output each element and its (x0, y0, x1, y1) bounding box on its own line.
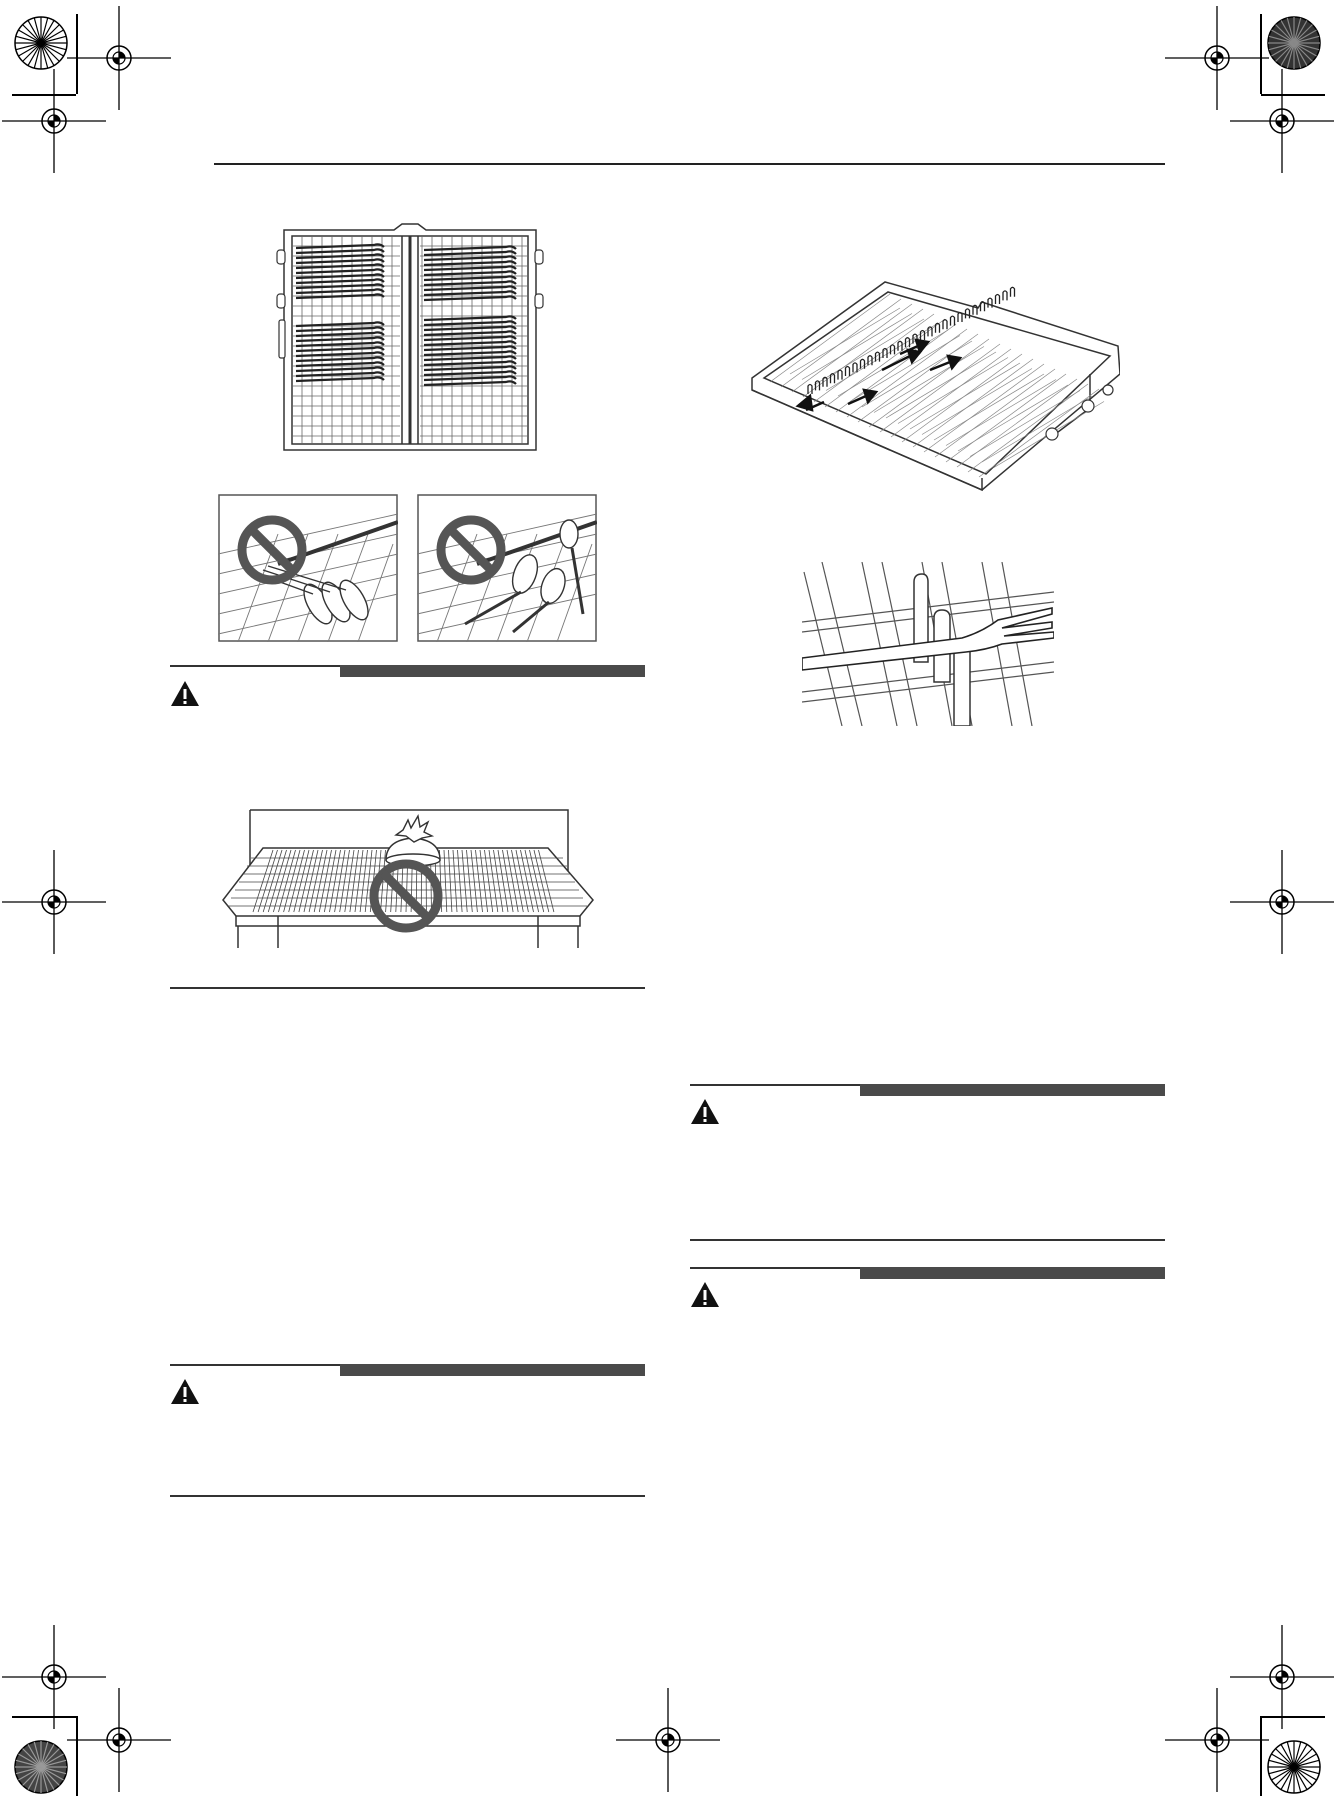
color-wheel-target-icon (12, 14, 70, 72)
warning-footer-rule (170, 987, 645, 989)
warning-triangle-icon (170, 1378, 200, 1406)
nested-cutlery-prohibited-figure (218, 494, 398, 642)
header-rule (214, 163, 1165, 165)
warning-triangle-icon (690, 1098, 720, 1126)
registration-target-icon (1228, 1623, 1336, 1731)
registration-target-icon (0, 848, 108, 956)
registration-target-icon (65, 1686, 173, 1794)
color-wheel-target-icon (1265, 14, 1323, 72)
third-rack-figure (750, 278, 1120, 498)
warning-header-bar (690, 1267, 1165, 1281)
registration-target-icon (614, 1686, 722, 1794)
registration-target-icon (0, 67, 108, 175)
warning-header-bar (170, 665, 645, 679)
rack-bowl-prohibited-figure (218, 808, 598, 948)
registration-target-icon (1228, 848, 1336, 956)
warning-header-bar (170, 1364, 645, 1378)
cutlery-basket-figure (274, 222, 546, 458)
warning-footer-rule (170, 1495, 645, 1497)
warning-header-bar (690, 1084, 1165, 1098)
color-wheel-target-icon (1265, 1738, 1323, 1796)
warning-triangle-icon (170, 680, 200, 708)
warning-footer-rule (690, 1239, 1165, 1241)
registration-target-icon (1228, 67, 1336, 175)
fork-tines-figure (802, 562, 1054, 726)
spoons-nested-prohibited-figure (417, 494, 597, 642)
warning-triangle-icon (690, 1281, 720, 1309)
color-wheel-target-icon (12, 1738, 70, 1796)
